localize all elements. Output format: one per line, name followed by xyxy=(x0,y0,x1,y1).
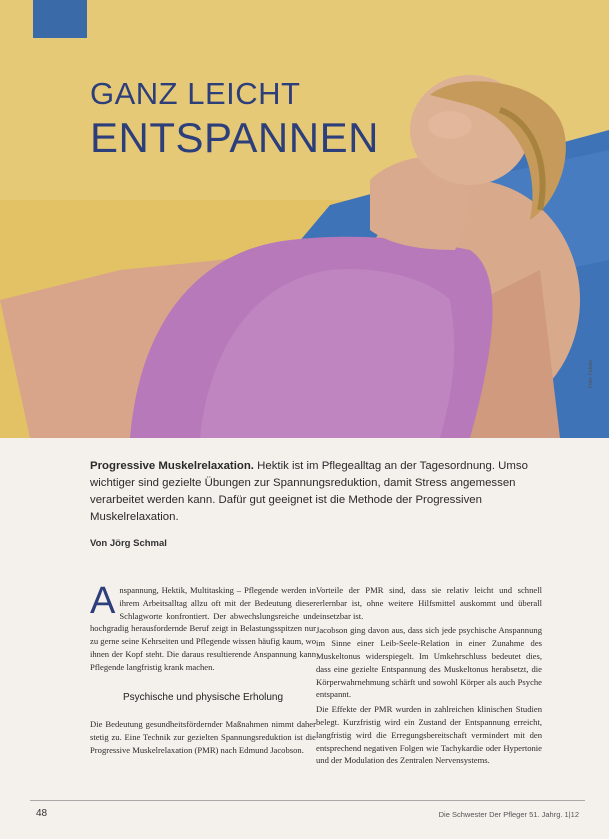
running-footer: Die Schwester Der Pfleger 51. Jahrg. 1|12 xyxy=(438,810,579,819)
footer-divider xyxy=(30,800,585,801)
page-number: 48 xyxy=(36,808,48,819)
lead-paragraph xyxy=(90,458,530,526)
body-column-right xyxy=(316,584,542,769)
body-column-left xyxy=(90,580,316,759)
body-paragraph: Jacobson ging davon aus, dass sich jede psychische Anspannung im Sinne einer Leib-Seele-Relation in einer Zunahme des Muskeltonus widerspiegelt. Im Umkehrschluss bedeutet dies, dass eine gezielte Entspannung des Muskeltonus herabsetzt, die Körperwahrnehmung schärft und sowohl Körper als auch Psyche entspannt. xyxy=(316,625,542,700)
body-paragraph: nspannung, Hektik, Multitasking – Pflegende werden in ihrem Arbeitsalltag allzu oft mit der Bedeutung dieser Schlagworte konfrontiert. Der abwechslungsreiche und hochgradig herausfordernde Beruf zeigt in Belastungsspitzen nur zu gerne seine Kehrseiten und Pflegende wissen häufig kaum, wo ihnen der Kopf steht. Die daraus resultierende Anspannung kann Pflegende langfristig krank machen. xyxy=(90,585,316,672)
drop-cap: A xyxy=(90,580,116,622)
section-subhead: Psychische und physische Erholung xyxy=(122,691,284,703)
body-paragraph: Die Bedeutung gesundheitsfördernder Maßnahmen nimmt daher stetig zu. Eine Technik zur gezielten Spannungsreduktion ist die Progressive Muskelrelaxation (PMR) nach Edmund Jacobson. xyxy=(90,719,316,755)
lead-text: Hektik ist im Pflegealltag an der Tagesordnung. Umso wichtiger sind gezielte Übungen zur Spannungsreduktion, damit Stress angemessen verarbeitet werden kann. Dafür gut geeignet ist die Methode der Progressiven Muskelrelaxation. xyxy=(90,460,528,523)
body-paragraph: Die Effekte der PMR wurden in zahlreichen klinischen Studien belegt. Kurzfristig wird ein Zustand der Entspannung erreicht, langfristig wird die Erregungsbereitschaft vermindert mit den entsprechend negativen Folgen wie Tachykardie oder Hypertonie und der Modulation des Zentralen Nervensystems. xyxy=(316,704,542,766)
lead-bold: Progressive Muskelrelaxation. xyxy=(90,460,254,472)
photo-credit: Foto: Fotolia xyxy=(588,360,594,388)
body-paragraph: Vorteile der PMR sind, dass sie relativ leicht und schnell erlernbar ist, ohne weitere Hilfsmittel auskommt und überall einsetzbar ist. xyxy=(316,585,542,621)
title-line-1: GANZ LEICHT xyxy=(90,76,301,111)
author-byline: Von Jörg Schmal xyxy=(90,538,167,549)
title-line-2: ENTSPANNEN xyxy=(90,114,379,161)
section-tab xyxy=(33,0,87,38)
